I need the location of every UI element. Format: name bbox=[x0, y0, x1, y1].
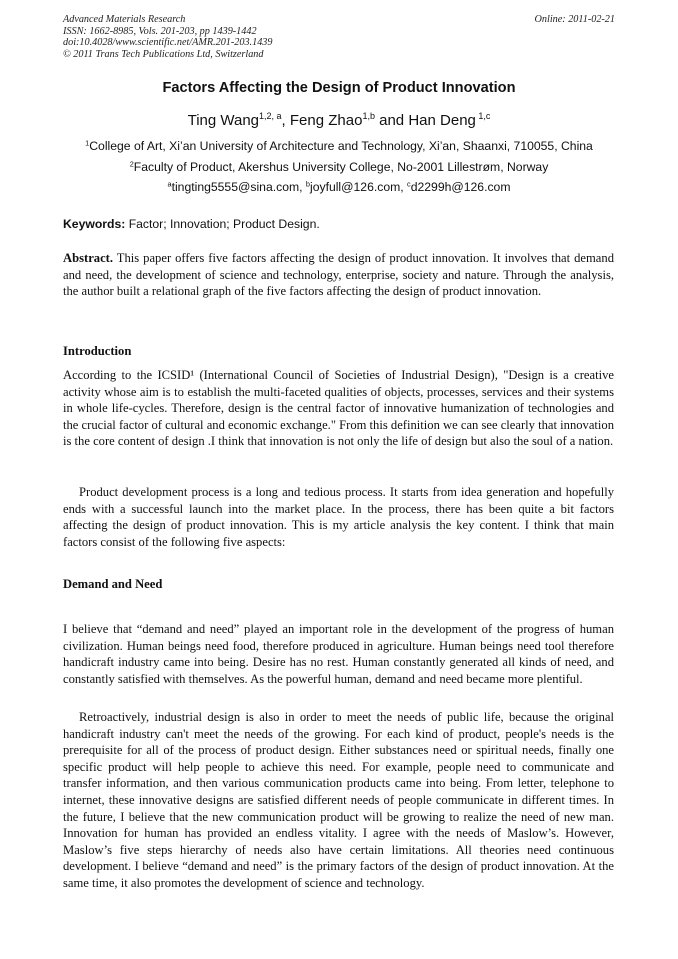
email-mark: b bbox=[305, 179, 310, 189]
abstract-label: Abstract. bbox=[63, 251, 114, 265]
keywords bbox=[63, 217, 615, 231]
issn-line: ISSN: 1662-8985, Vols. 201-203, pp 1439-1442 bbox=[63, 25, 257, 37]
online-date: Online: 2011-02-21 bbox=[534, 14, 615, 25]
doi-line[interactable]: doi:10.4028/www.scientific.net/AMR.201-203.1439 bbox=[63, 37, 273, 49]
affiliation-mark: 1 bbox=[85, 138, 90, 148]
affiliation-2 bbox=[0, 160, 678, 174]
affiliation-mark: 2 bbox=[129, 159, 134, 169]
email-mark: a bbox=[167, 179, 172, 189]
affiliation-1 bbox=[0, 139, 678, 153]
affiliation-text: Faculty of Product, Akershus University College, No-2001 Lillestrøm, Norway bbox=[133, 160, 549, 174]
journal-header bbox=[63, 14, 615, 60]
copyright-line: © 2011 Trans Tech Publications Ltd, Switzerland bbox=[63, 48, 264, 60]
author-name: Feng Zhao bbox=[289, 112, 363, 129]
author-affiliation-mark: 1,2, a bbox=[259, 111, 282, 122]
abstract-text: This paper offers five factors affecting the design of product innovation. It involves that demand and need, the development of science and technology, enterprise, society and nature. Through the analysis, the author built a relational graph of the five factors affecting the design of product innovation. bbox=[63, 251, 614, 299]
keywords-text: Factor; Innovation; Product Design. bbox=[125, 217, 320, 231]
keywords-label: Keywords: bbox=[63, 217, 126, 231]
email-mark: c bbox=[407, 179, 411, 189]
author-affiliation-mark: 1,c bbox=[475, 111, 491, 122]
demand-paragraph-1: I believe that “demand and need” played an important role in the development of the progress of human civilization. Human beings need food, therefore produced in agriculture. Human beings need tool therefore handicraft industry came into being. Desire has no rest. Human constantly generated all kinds of need, and constantly satisfied with themselves. As the powerful human, demand and need became more plentiful. bbox=[63, 622, 614, 686]
author-separator: , bbox=[281, 112, 290, 129]
email-address[interactable]: joyfull@126.com, bbox=[309, 180, 408, 194]
demand-paragraph-2: Retroactively, industrial design is also in order to meet the needs of public life, because the original handicraft industry can't meet the needs of the growing. For each kind of product, people's needs is the prerequisite for all of the process of product design. Either substances need or spiritual needs, finally one specific product will help people to achieve this need. For example, people need to communicate and transfer information, and then various communication products came into being. From letter, telephone to internet, these innovative designs are satisfied different needs of people communicate in different times. In the future, I believe that the new communication product will be growing to realize the need of new man. Innovation for human has provided an endless vitality. I agree with the needs of Maslow’s. However, Maslow’s five steps hierarchy of needs also have certain limitations. All theories need continuous development. I believe “demand and need” is the primary factors of the design of product innovation. At the same time, it also promotes the development of science and technology. bbox=[63, 710, 614, 890]
author-list bbox=[0, 112, 678, 129]
abstract bbox=[63, 250, 614, 300]
journal-name: Advanced Materials Research bbox=[63, 14, 186, 25]
section-heading-introduction: Introduction bbox=[63, 344, 132, 358]
author-name: Han Deng bbox=[408, 112, 476, 129]
section-heading-demand-and-need: Demand and Need bbox=[63, 577, 163, 591]
author-separator: and bbox=[374, 112, 409, 129]
email-address[interactable]: d2299h@126.com bbox=[410, 180, 511, 194]
introduction-paragraph-2: Product development process is a long and tedious process. It starts from idea generation and hopefully ends with a successful launch into the market place. In the process, there has been quite a bit factors affecting the design of product innovation. This is my article analysis the key content. I think that main factors consist of the following five aspects: bbox=[63, 485, 614, 549]
email-address[interactable]: tingting5555@sina.com, bbox=[171, 180, 306, 194]
affiliation-text: College of Art, Xi’an University of Architecture and Technology, Xi’an, Shaanxi, 710055, China bbox=[89, 139, 593, 153]
email-list bbox=[0, 180, 678, 194]
introduction-paragraph-1: According to the ICSID¹ (International Council of Societies of Industrial Design), "Design is a creative activity whose aim is to establish the multi-faceted qualities of objects, processes, services and their systems in whole life-cycles. Therefore, design is the central factor of innovative humanization of technologies and the crucial factor of cultural and economic exchange." From this definition we can see clearly that innovation is the core content of design .I think that innovation is not only the life of design but also the soul of a nation. bbox=[63, 368, 615, 449]
paper-title: Factors Affecting the Design of Product Innovation bbox=[162, 80, 516, 96]
author-name: Ting Wang bbox=[187, 112, 260, 129]
author-affiliation-mark: 1,b bbox=[362, 111, 375, 122]
